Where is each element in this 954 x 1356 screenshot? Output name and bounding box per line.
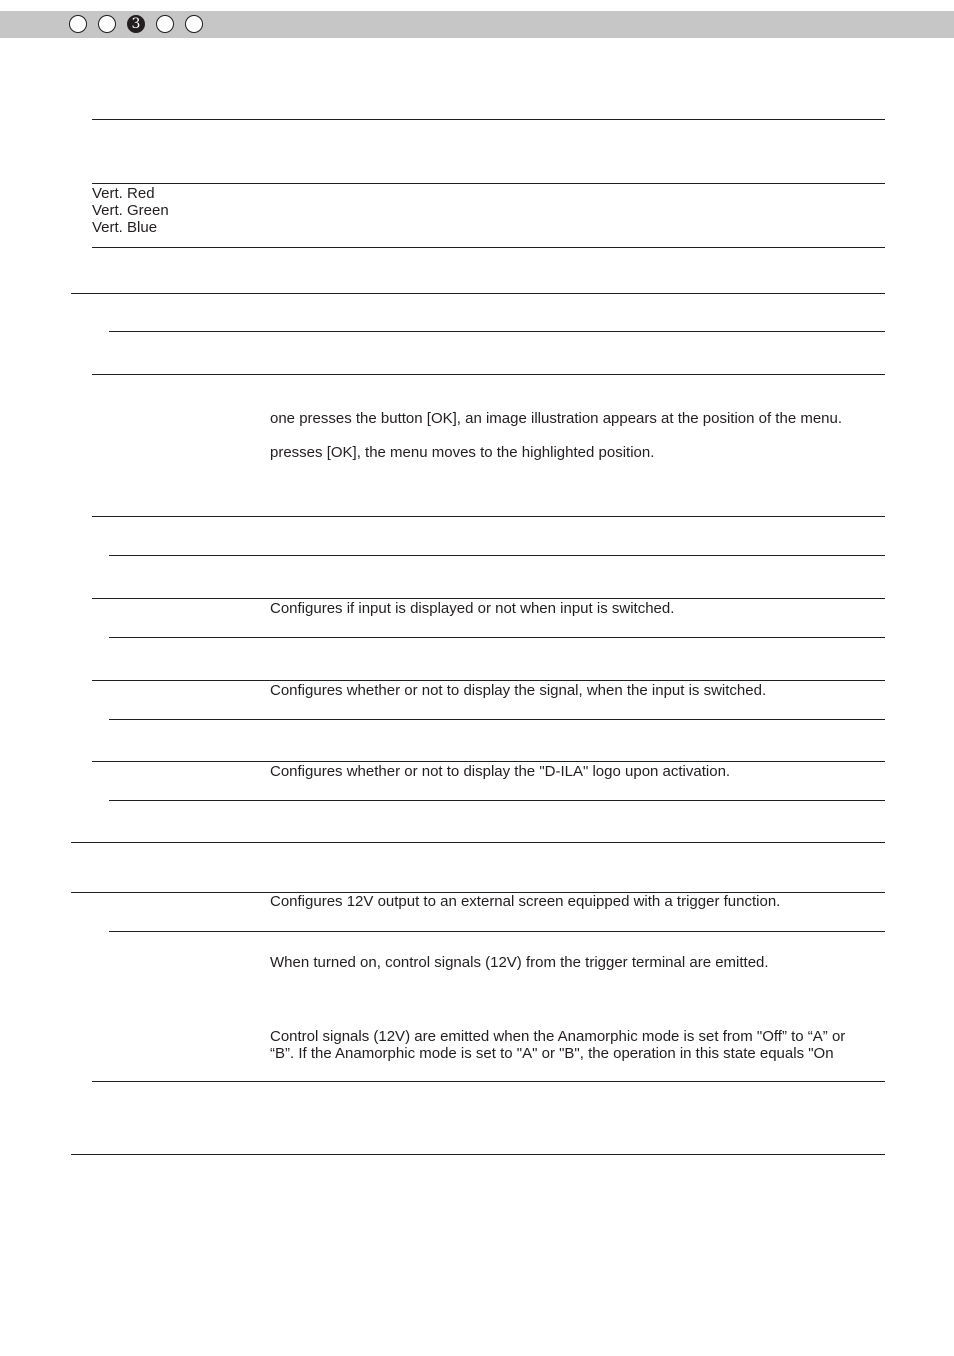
table-rule [109,719,885,720]
color-item-blue: Vert. Blue [92,219,158,236]
table-rule [92,183,885,184]
table-rule [109,931,885,932]
table-rule [92,1081,885,1082]
step-5-indicator [185,15,203,33]
section-rule [71,1154,885,1155]
step-2-indicator [98,15,116,33]
color-item-green: Vert. Green [92,202,169,219]
table-rule [109,800,885,801]
table-rule [92,516,885,517]
trigger-anamorphic-desc-1: Control signals (12V) are emitted when the Anamorphic mode is set from "Off” to “A” or [270,1028,846,1045]
table-rule [109,637,885,638]
step-4-indicator [156,15,174,33]
menu-position-text-1: one presses the button [OK], an image illustration appears at the position of the menu. [270,410,843,427]
menu-position-text-2: presses [OK], the menu moves to the highlighted position. [270,444,655,461]
trigger-desc: Configures 12V output to an external screen equipped with a trigger function. [270,893,781,910]
signal-display-desc: Configures whether or not to display the signal, when the input is switched. [270,682,767,699]
table-rule [109,555,885,556]
color-list [92,185,169,236]
logo-desc: Configures whether or not to display the "D-ILA" logo upon activation. [270,763,731,780]
table-rule [92,761,885,762]
trigger-on-desc: When turned on, control signals (12V) from the trigger terminal are emitted. [270,954,769,971]
table-rule [92,680,885,681]
table-rule [109,331,885,332]
table-rule [92,119,885,120]
section-rule [71,842,885,843]
input-display-desc: Configures if input is displayed or not when input is switched. [270,600,675,617]
section-rule [71,293,885,294]
trigger-anamorphic-desc-2: “B”. If the Anamorphic mode is set to "A" or "B", the operation in this state equals "On [270,1045,834,1062]
table-rule [92,247,885,248]
color-item-red: Vert. Red [92,185,155,202]
table-rule [92,374,885,375]
step-1-indicator [69,15,87,33]
step-3-indicator-active: 3 [127,15,145,33]
table-rule [92,598,885,599]
